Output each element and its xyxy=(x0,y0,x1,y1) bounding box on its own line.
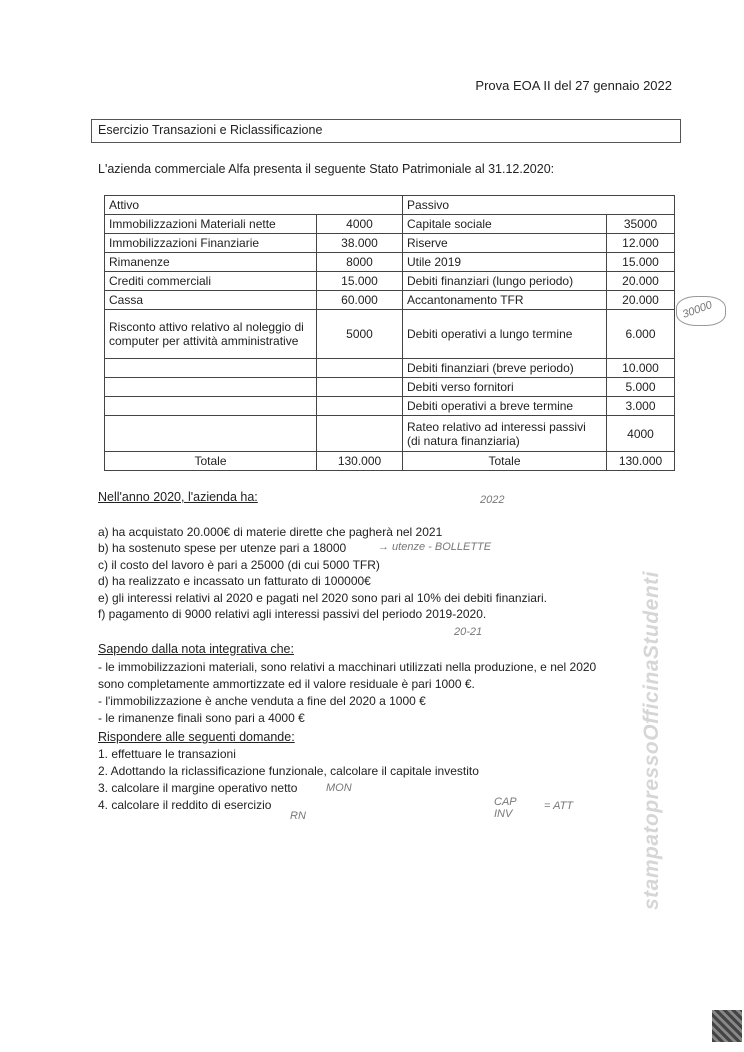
passivo-label: Debiti operativi a lungo termine xyxy=(403,310,607,359)
note-item: - le immobilizzazioni materiali, sono relativi a macchinari utilizzati nella produzione, e nel 2020 xyxy=(98,660,597,674)
questions-heading: Rispondere alle seguenti domande: xyxy=(98,730,295,744)
attivo-value: 8000 xyxy=(317,253,403,272)
attivo-label: Rimanenze xyxy=(105,253,317,272)
note-item: - l'immobilizzazione è anche venduta a fine del 2020 a 1000 € xyxy=(98,694,426,708)
transaction-item: d) ha realizzato e incassato un fatturato di 100000€ xyxy=(98,574,371,589)
attivo-value xyxy=(317,378,403,397)
handwritten-period: 20-21 xyxy=(454,626,483,638)
passivo-label: Riserve xyxy=(403,234,607,253)
passivo-value: 20.000 xyxy=(607,291,675,310)
transaction-item: a) ha acquistato 20.000€ di materie dirette che pagherà nel 2021 xyxy=(98,525,443,539)
transaction-item: e) gli interessi relativi al 2020 e pagati nel 2020 sono pari al 10% dei debiti finanziari. xyxy=(98,590,547,605)
attivo-label xyxy=(105,378,317,397)
question-item: 1. effettuare le transazioni xyxy=(98,747,236,761)
handwritten-equals: = ATT xyxy=(544,800,574,812)
passivo-value: 6.000 xyxy=(607,310,675,359)
balance-row xyxy=(105,416,675,452)
passivo-label: Debiti verso fornitori xyxy=(403,378,607,397)
intro-text: L'azienda commerciale Alfa presenta il seguente Stato Patrimoniale al 31.12.2020: xyxy=(98,162,555,176)
passivo-label: Capitale sociale xyxy=(403,215,607,234)
passivo-label: Utile 2019 xyxy=(403,253,607,272)
total-attivo: 130.000 xyxy=(317,452,403,471)
balance-row xyxy=(105,378,675,397)
balance-row xyxy=(105,310,675,359)
total-row xyxy=(105,452,675,471)
exam-header: Prova EOA II del 27 gennaio 2022 xyxy=(475,78,672,93)
passivo-label: Debiti operativi a breve termine xyxy=(403,397,607,416)
transaction-item: b) ha sostenuto spese per utenze pari a 18000 xyxy=(98,541,347,556)
transaction-item: c) il costo del lavoro è pari a 25000 (di cui 5000 TFR) xyxy=(98,557,380,572)
exercise-title: Esercizio Transazioni e Riclassificazione xyxy=(98,123,323,137)
note-item: - le rimanenze finali sono pari a 4000 € xyxy=(98,711,305,725)
note-item: sono completamente ammortizzate ed il valore residuale è pari 1000 €. xyxy=(98,677,475,691)
balance-row xyxy=(105,397,675,416)
attivo-header: Attivo xyxy=(105,196,403,215)
handwritten-side-note: 30000 xyxy=(680,299,714,321)
attivo-value xyxy=(317,416,403,452)
attivo-value: 5000 xyxy=(317,310,403,359)
handwritten-mon: MON xyxy=(326,782,352,794)
passivo-value: 3.000 xyxy=(607,397,675,416)
passivo-label: Accantonamento TFR xyxy=(403,291,607,310)
passivo-value: 12.000 xyxy=(607,234,675,253)
year-heading: Nell'anno 2020, l'azienda ha: xyxy=(98,490,258,504)
handwritten-rn: RN xyxy=(290,810,306,822)
attivo-value: 15.000 xyxy=(317,272,403,291)
handwritten-cap-inv: CAP INV xyxy=(494,796,517,820)
total-label-passivo: Totale xyxy=(403,452,607,471)
passivo-value: 35000 xyxy=(607,215,675,234)
question-item: 2. Adottando la riclassificazione funzionale, calcolare il capitale investito xyxy=(98,764,479,778)
attivo-value xyxy=(317,397,403,416)
watermark: stampatopressoOfficinaStudenti xyxy=(640,570,663,910)
handwritten-year: 2022 xyxy=(480,494,505,506)
transaction-item: f) pagamento di 9000 relativi agli interessi passivi del periodo 2019-2020. xyxy=(98,607,487,621)
total-passivo: 130.000 xyxy=(607,452,675,471)
attivo-label: Immobilizzazioni Finanziarie xyxy=(105,234,317,253)
question-item: 3. calcolare il margine operativo netto xyxy=(98,781,298,795)
balance-row xyxy=(105,272,675,291)
passivo-label: Rateo relativo ad interessi passivi (di natura finanziaria) xyxy=(403,416,607,452)
passivo-value: 5.000 xyxy=(607,378,675,397)
passivo-value: 4000 xyxy=(607,416,675,452)
balance-row xyxy=(105,359,675,378)
attivo-label: Immobilizzazioni Materiali nette xyxy=(105,215,317,234)
attivo-label: Cassa xyxy=(105,291,317,310)
attivo-value: 60.000 xyxy=(317,291,403,310)
corner-scan-mark xyxy=(712,1010,742,1042)
balance-row xyxy=(105,253,675,272)
attivo-label: Risconto attivo relativo al noleggio di computer per attività amministrative xyxy=(105,310,317,359)
passivo-label: Debiti finanziari (breve periodo) xyxy=(403,359,607,378)
balance-sheet-table xyxy=(104,195,675,471)
total-label-attivo: Totale xyxy=(105,452,317,471)
balance-row xyxy=(105,215,675,234)
exercise-title-box xyxy=(91,119,681,143)
passivo-header: Passivo xyxy=(403,196,675,215)
attivo-value: 38.000 xyxy=(317,234,403,253)
handwritten-utenze: → utenze - BOLLETTE xyxy=(378,541,492,553)
balance-row xyxy=(105,234,675,253)
passivo-value: 20.000 xyxy=(607,272,675,291)
handwritten-circle xyxy=(676,296,726,326)
attivo-label xyxy=(105,397,317,416)
question-item: 4. calcolare il reddito di esercizio xyxy=(98,798,272,812)
attivo-value xyxy=(317,359,403,378)
passivo-value: 15.000 xyxy=(607,253,675,272)
attivo-label xyxy=(105,416,317,452)
attivo-value: 4000 xyxy=(317,215,403,234)
balance-row xyxy=(105,291,675,310)
passivo-label: Debiti finanziari (lungo periodo) xyxy=(403,272,607,291)
attivo-label xyxy=(105,359,317,378)
notes-heading: Sapendo dalla nota integrativa che: xyxy=(98,642,294,656)
passivo-value: 10.000 xyxy=(607,359,675,378)
attivo-label: Crediti commerciali xyxy=(105,272,317,291)
